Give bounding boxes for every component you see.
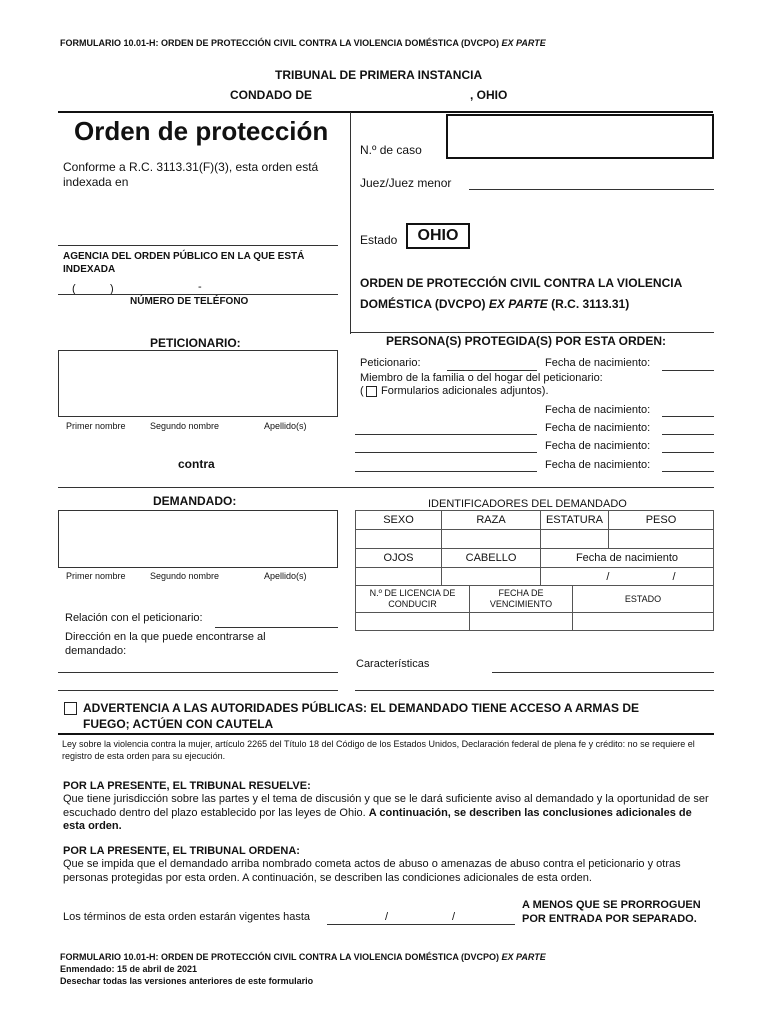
id-race-value[interactable] — [442, 530, 541, 549]
id-hair-value[interactable] — [442, 568, 541, 586]
terms-unless — [522, 898, 701, 926]
family-line: Miembro de la familia o del hogar del peticionario: — [360, 372, 603, 384]
orders-body: Que se impida que el demandado arriba nombrado cometa actos de abuso o amenazas de abuso contra el peticionario y otras personas protegidas por esta orden. A continuación, se describen las condiciones adicionales de esta orden. — [63, 858, 681, 884]
judge-field[interactable] — [469, 189, 714, 190]
footer-amended: Enmendado: 15 de abril de 2021 — [60, 964, 198, 974]
law-note: Ley sobre la violencia contra la mujer, artículo 2265 del Título 18 del Código de los Estados Unidos, Declaración federal de plena fe y crédito: no se requiere el registro de esta orden para su ejecución. — [62, 739, 695, 761]
phone-line[interactable] — [58, 294, 338, 295]
protected-name-field-3[interactable] — [355, 452, 537, 453]
address-label: Dirección en la que puede encontrarse al demandado: — [65, 631, 266, 657]
indexed-text: Conforme a R.C. 3113.31(F)(3), esta orden está indexada en — [63, 160, 319, 189]
phone-paren-close: ) — [110, 283, 114, 295]
firearms-warning-checkbox[interactable] — [64, 702, 77, 715]
identifiers-table-3 — [355, 585, 714, 631]
address-field-1[interactable] — [58, 672, 338, 673]
petitioner-last-label: Apellido(s) — [264, 421, 307, 431]
terms-date-field[interactable] — [327, 924, 515, 925]
phone-label: NÚMERO DE TELÉFONO — [130, 296, 249, 307]
dob-label-2: Fecha de nacimiento: — [545, 404, 651, 416]
order-title-ex-parte: EX PARTE — [488, 297, 548, 311]
id-license-value[interactable] — [356, 613, 470, 631]
contra-label: contra — [178, 457, 215, 471]
petitioner-heading: PETICIONARIO: — [150, 336, 241, 350]
state-value: OHIO — [406, 223, 470, 249]
resolves-heading: POR LA PRESENTE, EL TRIBUNAL RESUELVE: — [63, 780, 311, 792]
id-height-value[interactable] — [541, 530, 609, 549]
petitioner-middle-label: Segundo nombre — [150, 421, 220, 431]
id-license-label: N.º DE LICENCIA DE CONDUCIR — [356, 586, 470, 613]
characteristics-field-2[interactable] — [355, 690, 714, 691]
protected-petitioner-label: Peticionario: — [360, 357, 421, 369]
id-weight-label: PESO — [609, 511, 714, 530]
id-sex-label: SEXO — [356, 511, 442, 530]
id-expiration-value[interactable] — [470, 613, 573, 631]
court-name: TRIBUNAL DE PRIMERA INSTANCIA — [275, 68, 483, 82]
footer-title-line — [60, 951, 546, 963]
id-hair-label: CABELLO — [442, 549, 541, 568]
additional-forms-open: ( — [360, 385, 364, 397]
agency-line — [58, 245, 338, 246]
petitioner-name-box[interactable] — [58, 350, 338, 417]
id-state-label: ESTADO — [573, 586, 714, 613]
terms-unless-2: POR ENTRADA POR SEPARADO. — [522, 913, 697, 925]
id-eyes-value[interactable] — [356, 568, 442, 586]
agency-label: AGENCIA DEL ORDEN PÚBLICO EN LA QUE ESTÁ INDEXADA — [63, 251, 305, 275]
terms-slash-1: / — [385, 911, 389, 923]
resolves-bold-text: A continuación, se describen las conclusiones adicionales de esta orden. — [63, 806, 692, 832]
top-divider — [350, 112, 351, 334]
form-header-title: FORMULARIO 10.01-H: ORDEN DE PROTECCIÓN CIVIL CONTRA LA VIOLENCIA DOMÉSTICA (DVCPO) — [60, 38, 500, 48]
form-header-ex-parte: EX PARTE — [501, 38, 546, 48]
respondent-middle-label: Segundo nombre — [150, 571, 220, 581]
respondent-first-label: Primer nombre — [66, 571, 126, 581]
dob-field-4[interactable] — [662, 452, 714, 453]
form-header — [60, 38, 546, 48]
state-suffix: , OHIO — [470, 88, 508, 102]
characteristics-label: Características — [356, 658, 430, 670]
footer — [60, 951, 546, 987]
top-rule — [58, 111, 713, 113]
state-label: Estado — [360, 233, 398, 247]
dob-label-4: Fecha de nacimiento: — [545, 440, 651, 452]
identifiers-table-1 — [355, 510, 714, 549]
dob-slash-1: / — [606, 570, 610, 583]
footer-discard: Desechar todas las versiones anteriores de este formulario — [60, 976, 314, 986]
phone-dash: - — [198, 281, 202, 293]
order-title-1: ORDEN DE PROTECCIÓN CIVIL CONTRA LA VIOLENCIA — [360, 276, 683, 290]
dob-field-2[interactable] — [662, 416, 714, 417]
id-height-label: ESTATURA — [541, 511, 609, 530]
protected-name-field-4[interactable] — [355, 471, 537, 472]
firearms-warning — [83, 700, 639, 732]
id-weight-value[interactable] — [609, 530, 714, 549]
judge-label: Juez/Juez menor — [360, 176, 452, 190]
terms-slash-2: / — [452, 911, 456, 923]
county-label: CONDADO DE — [230, 88, 313, 102]
dob-label-1: Fecha de nacimiento: — [545, 357, 651, 369]
terms-unless-1: A MENOS QUE SE PRORROGUEN — [522, 899, 701, 911]
protected-heading: PERSONA(S) PROTEGIDA(S) POR ESTA ORDEN: — [386, 334, 667, 348]
dob-field-5[interactable] — [662, 471, 714, 472]
dob-label-5: Fecha de nacimiento: — [545, 459, 651, 471]
order-title-2a: DOMÉSTICA (DVCPO) — [360, 297, 486, 311]
dob-field-1[interactable] — [662, 370, 714, 371]
identifiers-heading: IDENTIFICADORES DEL DEMANDADO — [428, 498, 627, 510]
id-expiration-label: FECHA DE VENCIMIENTO — [470, 586, 573, 613]
id-eyes-label: OJOS — [356, 549, 442, 568]
identifiers-table-2 — [355, 548, 714, 586]
dob-field-3[interactable] — [662, 434, 714, 435]
relation-label: Relación con el peticionario: — [65, 612, 203, 624]
additional-forms-label: Formularios adicionales adjuntos). — [381, 385, 549, 397]
respondent-name-box[interactable] — [58, 510, 338, 568]
orders-heading: POR LA PRESENTE, EL TRIBUNAL ORDENA: — [63, 845, 300, 857]
footer-title: FORMULARIO 10.01-H: ORDEN DE PROTECCIÓN CIVIL CONTRA LA VIOLENCIA DOMÉSTICA (DVCPO) — [60, 952, 500, 962]
relation-field[interactable] — [215, 627, 338, 628]
footer-ex-parte: EX PARTE — [501, 952, 546, 962]
dob-slash-2: / — [672, 570, 676, 583]
terms-label: Los términos de esta orden estarán vigentes hasta — [63, 911, 311, 923]
firearms-warning-line-1: ADVERTENCIA A LAS AUTORIDADES PÚBLICAS: EL DEMANDADO TIENE ACCESO A ARMAS DE — [83, 701, 640, 715]
page-title: Orden de protección — [74, 116, 329, 146]
id-dob-value[interactable] — [541, 568, 714, 586]
protected-name-field-2[interactable] — [355, 434, 537, 435]
order-title-2c: (R.C. 3113.31) — [551, 297, 630, 311]
id-state-value[interactable] — [573, 613, 714, 631]
petitioner-first-label: Primer nombre — [66, 421, 126, 431]
respondent-last-label: Apellido(s) — [264, 571, 307, 581]
order-title-2 — [360, 297, 629, 311]
top-bottom-rule — [350, 332, 714, 333]
mid-rule — [58, 487, 714, 488]
additional-forms-checkbox[interactable] — [366, 386, 377, 397]
firearms-warning-line-2: FUEGO; ACTÚEN CON CAUTELA — [83, 717, 274, 731]
case-number-field[interactable] — [446, 114, 714, 159]
address-field-2[interactable] — [58, 690, 338, 691]
phone-paren-open: ( — [72, 283, 76, 295]
resolves-text: Que tiene jurisdicción sobre las partes y el tema de discusión y que se le dará suficiente aviso al demandado y la oportunidad de ser escuchado dentro del plazo establecido por las leyes de Ohio. — [63, 793, 709, 819]
characteristics-field-1[interactable] — [492, 672, 714, 673]
dob-label-3: Fecha de nacimiento: — [545, 422, 651, 434]
id-sex-value[interactable] — [356, 530, 442, 549]
warning-rule — [58, 733, 714, 735]
id-race-label: RAZA — [442, 511, 541, 530]
resolves-body — [63, 793, 713, 834]
id-dob-label: Fecha de nacimiento — [541, 549, 714, 568]
respondent-heading: DEMANDADO: — [153, 494, 237, 508]
case-label: N.º de caso — [360, 143, 422, 157]
protected-petitioner-field[interactable] — [447, 370, 537, 371]
